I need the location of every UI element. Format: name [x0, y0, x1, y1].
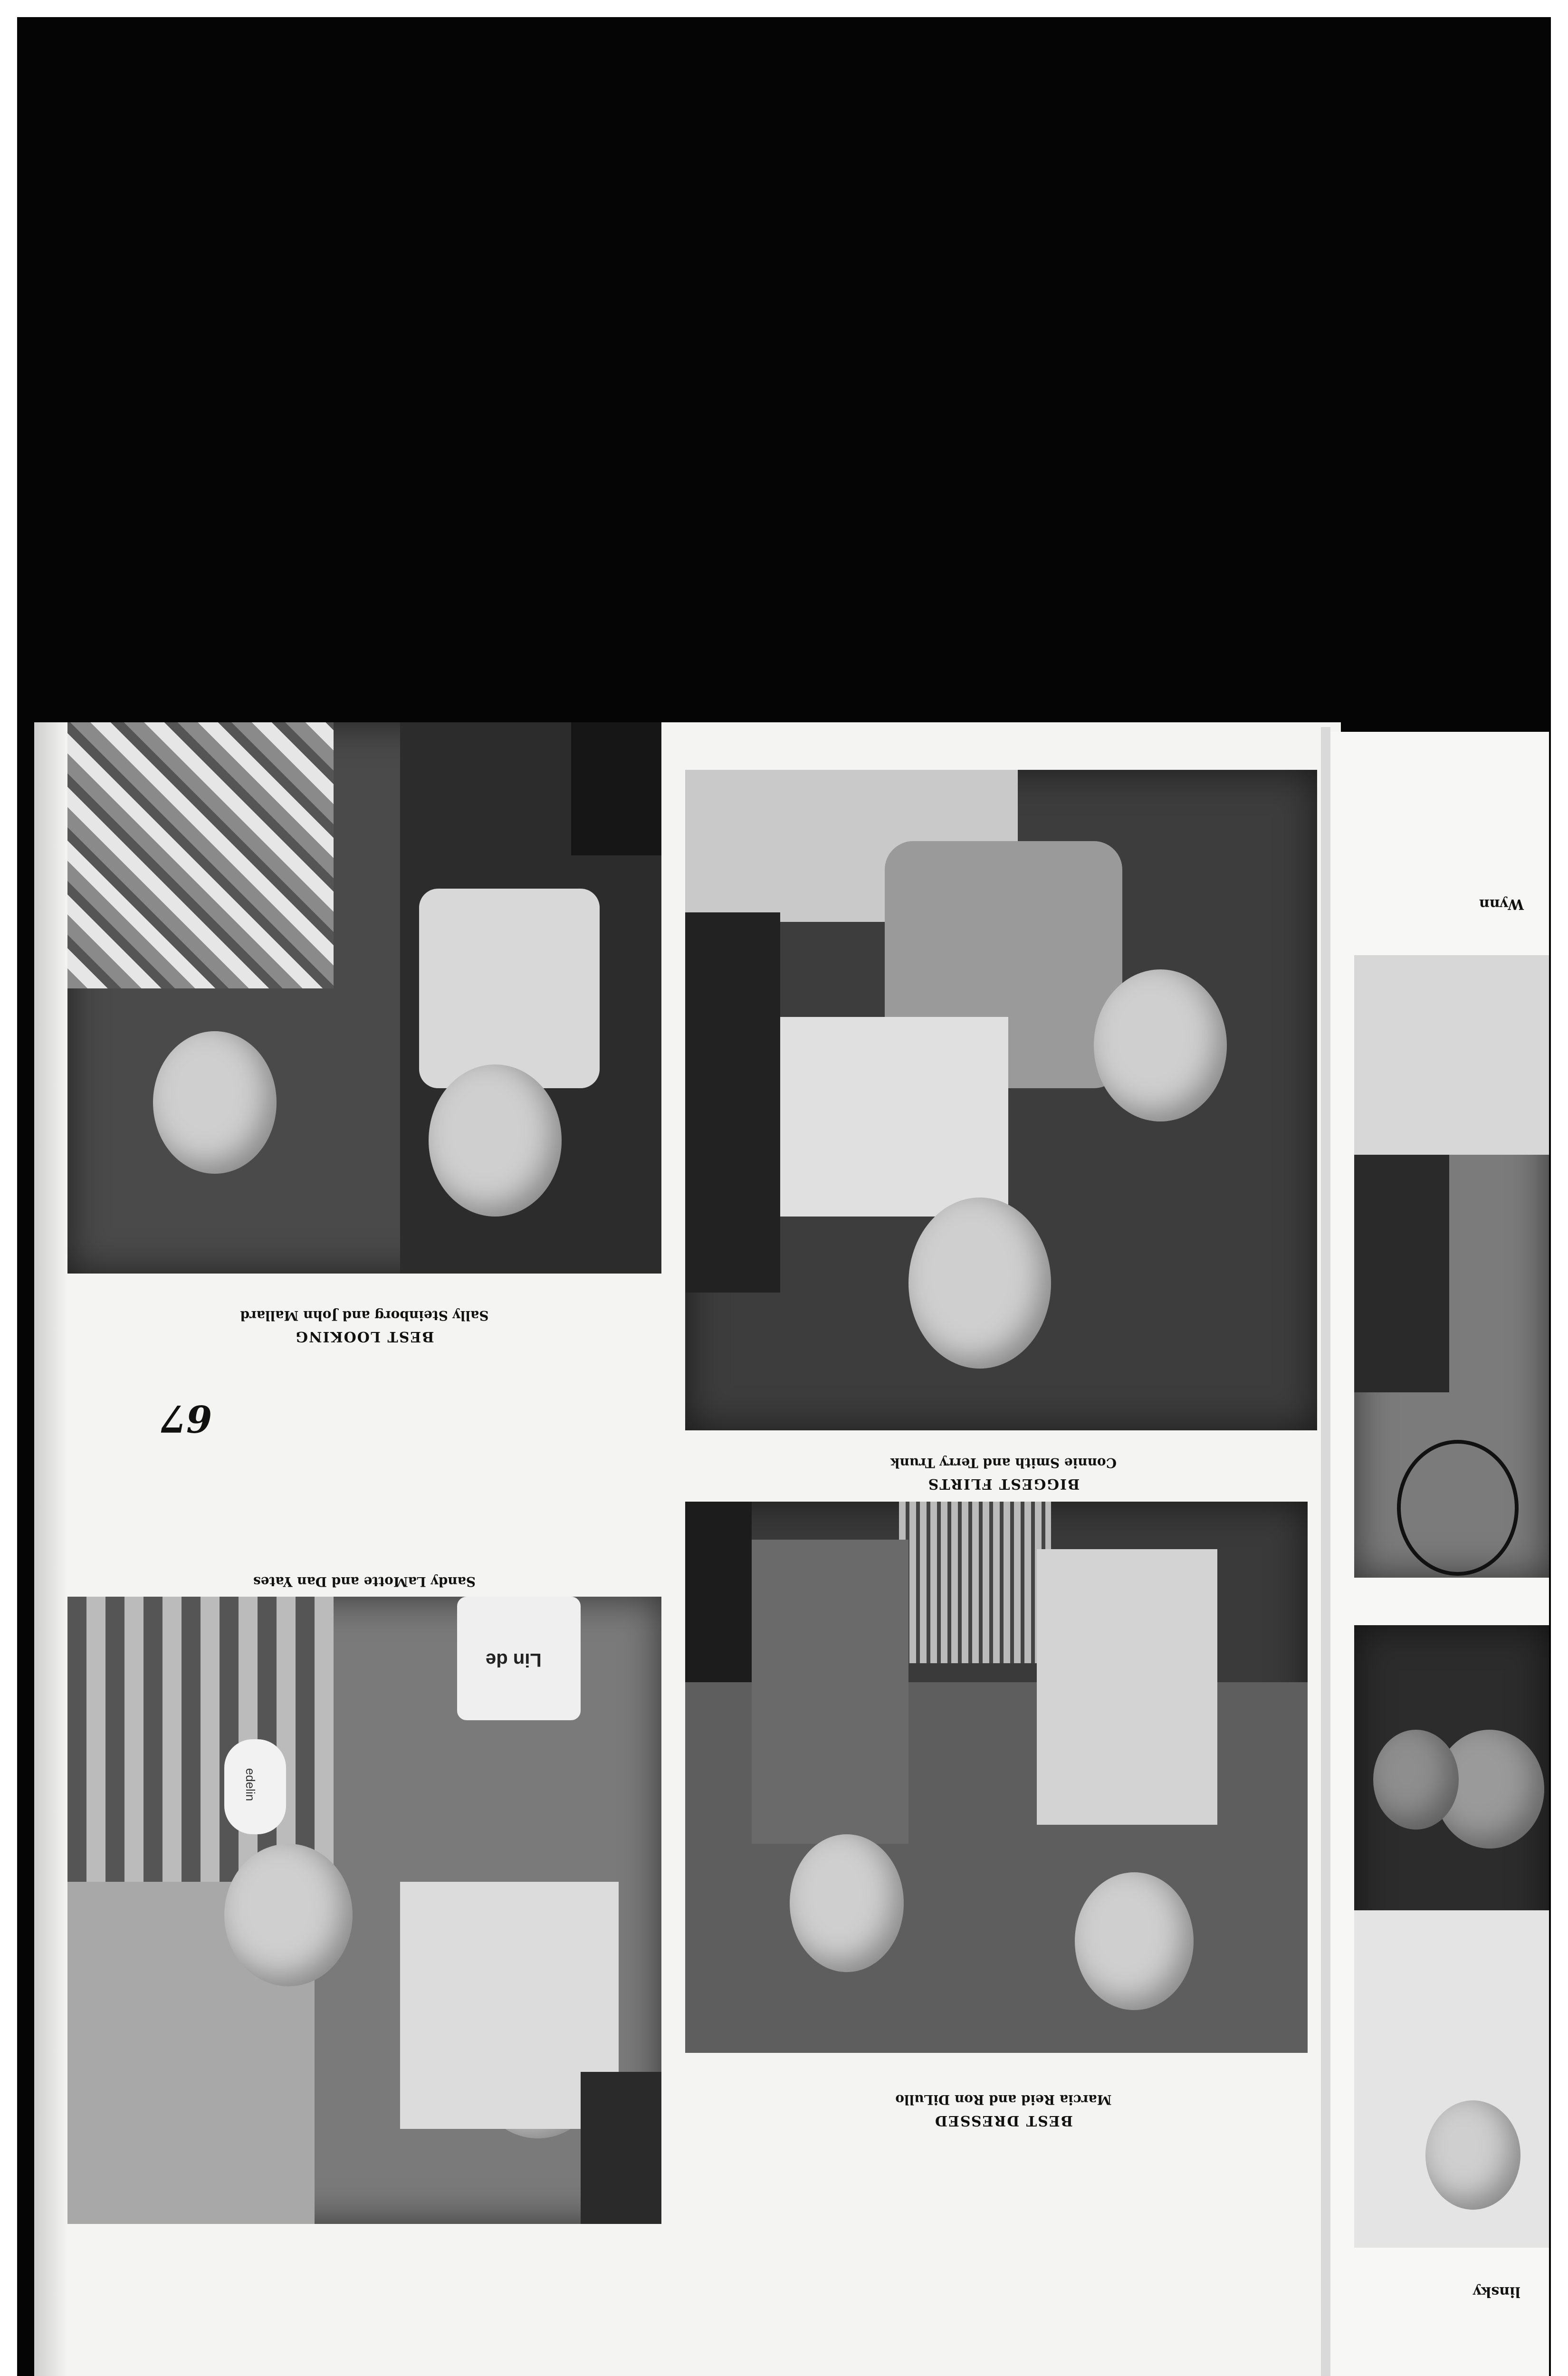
caption-names: Connie Smith and Terry Trunk	[890, 1455, 1117, 1471]
photo-most-school-service	[67, 1597, 661, 2224]
photo-biggest-flirts	[685, 770, 1317, 1430]
adjacent-photo-balloons	[1354, 1625, 1549, 2248]
caption-names: Sandy LaMotte and Dan Yates	[253, 1574, 476, 1590]
photo-best-looking	[67, 722, 661, 1274]
adjacent-photo-tennis	[1354, 955, 1549, 1578]
adjacent-caption-top: Wynn	[1479, 896, 1524, 912]
caption-title: BEST LOOKING	[295, 1328, 434, 1345]
adjacent-page	[1330, 732, 1549, 2376]
tennis-racket	[1397, 1440, 1519, 1576]
page-binding-shadow	[34, 722, 67, 2376]
caption-names: Marcia Reid and Ron DiLullo	[895, 2092, 1112, 2108]
caption-biggest-flirts	[709, 1435, 1298, 1492]
caption-best-looking	[91, 1278, 638, 1345]
caption-title: BEST DRESSED	[934, 2112, 1073, 2129]
cap-text: edelin	[243, 1768, 258, 1801]
cap	[224, 1739, 286, 1834]
adjacent-caption-bottom: linsky	[1473, 2283, 1520, 2300]
caption-best-dressed	[709, 2072, 1298, 2129]
paint-bucket	[457, 1597, 581, 1720]
page-number: 67	[160, 1397, 212, 1440]
yearbook-page	[34, 722, 1341, 2376]
page-gutter	[1321, 727, 1330, 2376]
bucket-label: Lin de	[486, 1649, 542, 1670]
caption-title: BIGGEST FLIRTS	[927, 1475, 1080, 1492]
photo-best-dressed	[685, 1502, 1308, 2053]
caption-names: Sally Steinborg and John Mallard	[240, 1308, 489, 1323]
